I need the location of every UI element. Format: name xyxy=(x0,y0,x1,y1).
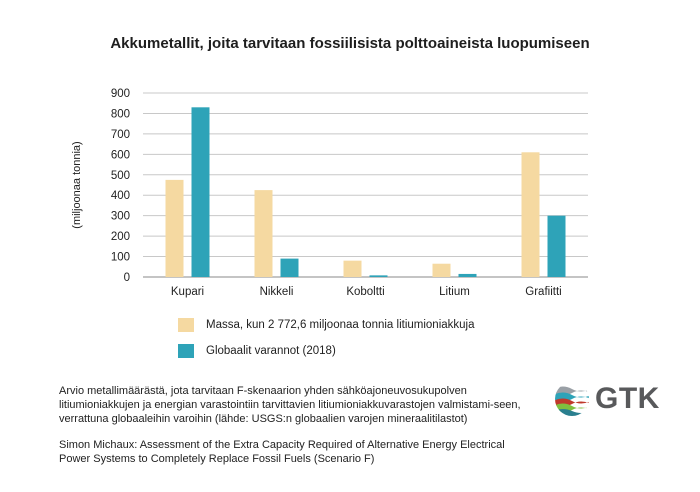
x-tick-label: Koboltti xyxy=(346,286,385,298)
bar-mass xyxy=(255,190,273,277)
legend-swatch-reserves xyxy=(178,344,194,358)
source-text: Simon Michaux: Assessment of the Extra Capacity Required of Alternative Energy Electrical Power Systems to Completely Replace Fossil Fuels (Scenario F) xyxy=(59,439,505,465)
bar-reserves xyxy=(548,216,566,277)
bar-mass xyxy=(344,261,362,277)
chart-title: Akkumetallit, joita tarvitaan fossiilisista polttoaineista luopumiseen xyxy=(110,35,590,52)
y-tick-label: 100 xyxy=(110,251,130,264)
bar-reserves xyxy=(459,274,477,277)
y-tick-label: 0 xyxy=(123,272,130,284)
y-tick-label: 200 xyxy=(110,231,130,244)
y-tick-label: 500 xyxy=(110,169,130,182)
bars xyxy=(166,107,566,277)
bar-reserves xyxy=(281,259,299,277)
description-text: Arvio metallimäärästä, jota tarvitaan F-skenaarion yhden sähköajoneuvosukupolven litiumioniakkujen ja energian varastointiin tarvittavien litiumioniakkuvarastojen valmistami-seen, verrattuna globaaleihin varoihin (lähde: USGS:n globaalien varojen mineraalitilastot) xyxy=(59,385,521,425)
y-tick-label: 400 xyxy=(110,190,130,203)
bar-reserves xyxy=(192,107,210,277)
y-tick-label: 600 xyxy=(110,149,130,162)
bar-mass xyxy=(522,152,540,277)
y-tick-label: 300 xyxy=(110,210,130,223)
y-axis-ticks xyxy=(111,88,130,284)
x-tick-label: Litium xyxy=(439,286,470,298)
x-tick-label: Nikkeli xyxy=(259,286,294,298)
x-tick-label: Kupari xyxy=(170,286,205,298)
y-tick-label: 700 xyxy=(110,128,130,141)
gridlines xyxy=(143,93,588,277)
x-tick-label: Grafiitti xyxy=(525,286,562,298)
bar-mass xyxy=(433,264,451,277)
x-axis-ticks xyxy=(171,286,562,298)
footnote xyxy=(59,384,529,466)
bar-mass xyxy=(166,180,184,277)
y-tick-label: 900 xyxy=(110,88,130,100)
legend-swatch-mass xyxy=(178,318,194,332)
legend-label-reserves: Globaalit varannot (2018) xyxy=(206,345,336,357)
y-axis-label: (miljoonaa tonnia) xyxy=(71,141,83,229)
legend-label-mass: Massa, kun 2 772,6 miljoonaa tonnia litiumioniakkuja xyxy=(206,319,475,331)
gtk-logo-text: GTK xyxy=(595,382,660,415)
y-tick-label: 800 xyxy=(110,108,130,121)
gtk-logo xyxy=(553,380,673,420)
bar-reserves xyxy=(370,275,388,277)
gtk-logo-icon xyxy=(553,380,591,418)
